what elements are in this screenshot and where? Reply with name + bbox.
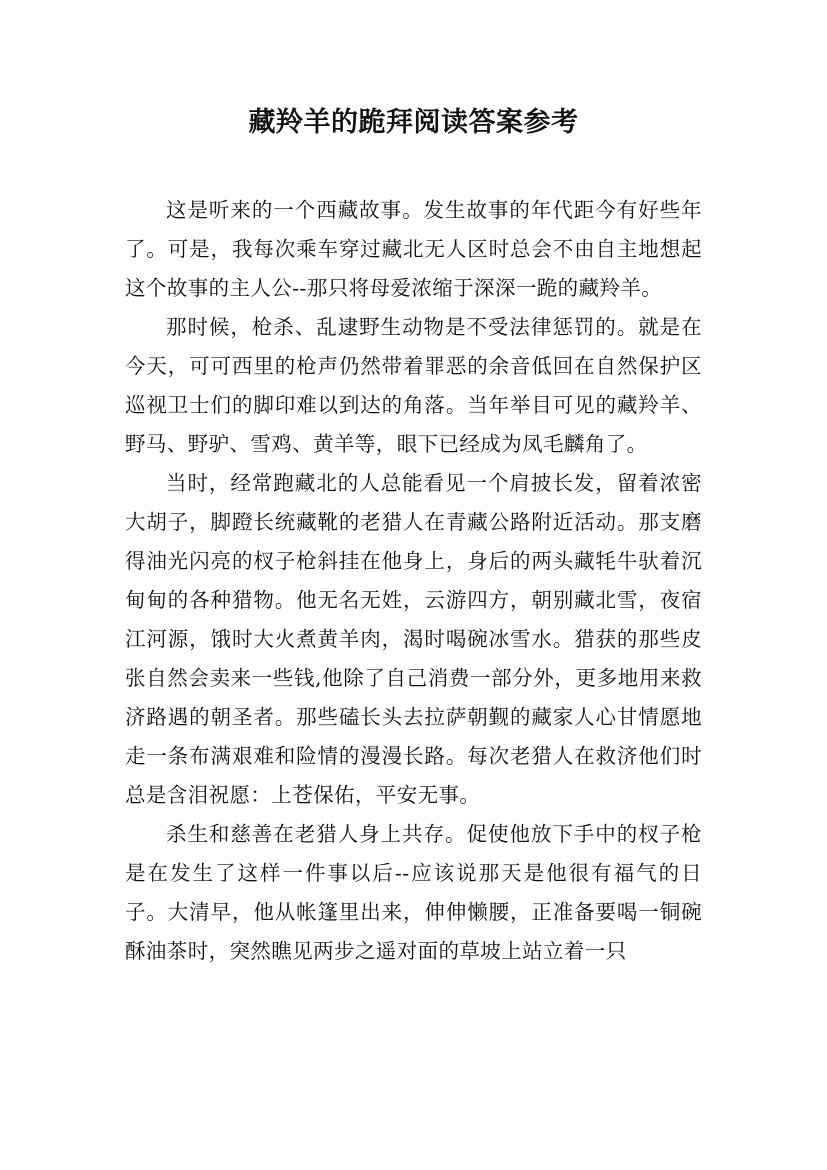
paragraph-1: 这是听来的一个西藏故事。发生故事的年代距今有好些年了。可是，我每次乘车穿过藏北无人区时总会不由自主地想起这个故事的主人公--那只将母爱浓缩于深深一跪的藏羚羊。 (125, 198, 702, 300)
document-body (125, 191, 702, 971)
paragraph-3: 当时，经常跑藏北的人总能看见一个肩披长发，留着浓密大胡子，脚蹬长统藏靴的老猎人在青藏公路附近活动。那支磨得油光闪亮的杈子枪斜挂在他身上，身后的两头藏牦牛驮着沉甸甸的各种猎物。他无名无姓，云游四方，朝别藏北雪，夜宿江河源，饿时大火煮黄羊肉，渴时喝碗冰雪水。猎获的那些皮张自然会卖来一些钱,他除了自己消费一部分外，更多地用来救济路遇的朝圣者。那些磕长头去拉萨朝觐的藏家人心甘情愿地走一条布满艰难和险情的漫漫长路。每次老猎人在救济他们时总是含泪祝愿：上苍保佑，平安无事。 (125, 471, 702, 807)
paragraph-4: 杀生和慈善在老猎人身上共存。促使他放下手中的杈子枪是在发生了这样一件事以后--应该说那天是他很有福气的日子。大清早，他从帐篷里出来，伸伸懒腰，正准备要喝一铜碗酥油茶时，突然瞧见两步之遥对面的草坡上站立着一只 (125, 822, 702, 963)
document-title: 藏羚羊的跪拜阅读答案参考 (248, 107, 579, 138)
paragraph-2: 那时候，枪杀、乱逮野生动物是不受法律惩罚的。就是在今天，可可西里的枪声仍然带着罪恶的余音低回在自然保护区巡视卫士们的脚印难以到达的角落。当年举目可见的藏羚羊、野马、野驴、雪鸡、黄羊等，眼下已经成为凤毛麟角了。 (125, 315, 702, 456)
